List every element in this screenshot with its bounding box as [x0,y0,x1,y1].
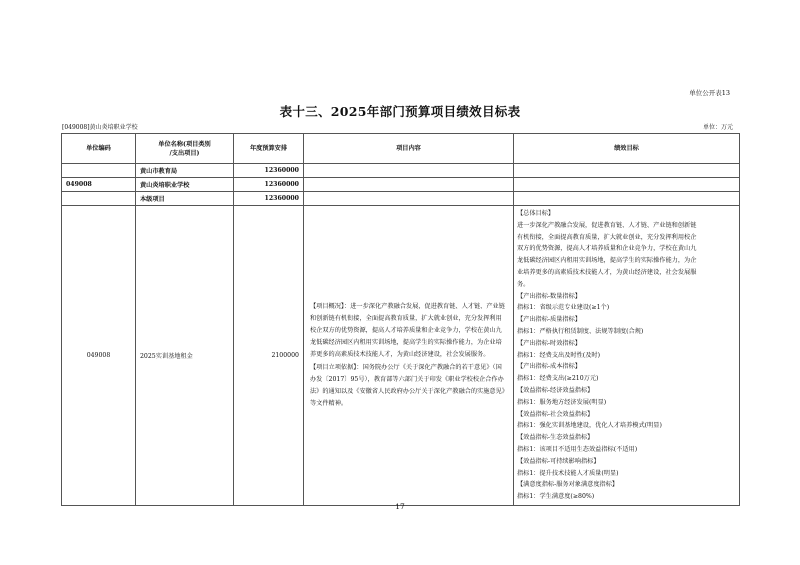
goal-line: 指标1：经费支出(≥210万元) [517,375,599,383]
row-budget-amount: 12360000 [234,164,304,178]
row-unit-name: 本级项目 [136,192,234,206]
row-content-empty [304,192,514,206]
goal-line: 指标1：提升技术技能人才质量(明显) [517,469,619,477]
goal-line: 指标1：严格执行租赁制度、法规等制度(合规) [517,327,644,335]
row-unit-name: 黄山市教育局 [136,164,234,178]
project-basis-text: 【项目立项依据】：国务院办公厅《关于深化产教融合的若干意见》（国办发〔2017〕95号），教育部等六部门关于印发《职业学校校企合作办法》的通知以及《安徽省人民政府办公厅关于深化产教融合的实施意见》等文件精神。 [310,363,505,408]
goal-line: 【产出指标-时效指标】 [517,339,581,347]
goal-line: 有机衔接，全面提高教育质量，扩大就业创业，充分发挥利用校企 [517,233,697,241]
goal-line: 【产出指标-质量指标】 [517,316,581,324]
project-unit-code: 049008 [62,206,136,506]
goal-line: 【效益指标-经济效益指标】 [517,386,594,394]
goal-line: 指标1：服务地方经济发展(明显) [517,398,607,406]
goal-line: 进一步深化产教融合发展，促进教育链、人才链、产业链和创新链 [517,221,697,229]
row-budget-amount: 12360000 [234,178,304,192]
row-unit-code [62,192,136,206]
header-project-content: 项目内容 [304,134,514,164]
header-unit-name-line2: /支出项目) [169,149,200,157]
row-content-empty [304,178,514,192]
table-row [62,192,740,206]
header-unit-name-line1: 单位名称(项目类别 [158,140,211,148]
row-budget-amount: 12360000 [234,192,304,206]
goal-line: 【效益指标-可持续影响指标】 [517,457,600,465]
goal-line: 业培养更多的高素质技术技能人才，为黄山经济建设，社会发展服 [517,268,697,276]
goal-line: 龙低碳经济园区内租用实训场地，提高学生的实际操作能力，为企 [517,257,697,265]
goal-line: 指标1：学生满意度(≥80%) [517,493,595,501]
header-performance-goals: 绩效目标 [514,134,740,164]
goal-line: 务。 [517,280,530,288]
goal-line: 指标1：该项目不适用生态效益指标(不适用) [517,445,638,453]
project-overview-text: 【项目概况】：进一步深化产教融合发展，促进教育链、人才链、产业链和创新链有机衔接，全面提高教育质量，扩大就业创业，充分发挥利用校企双方的优势资源，提高人才培养质量和企业竞争力，学校在黄山九龙低碳经济园区内租用实训场地，提高学生的实际操作能力，为企业培养更多的高素质技术技能人才，为黄山经济建设，社会发展服务。 [310,302,505,359]
table-number-note: 单位公开表13 [689,89,730,97]
goal-line: 【效益指标-社会效益指标】 [517,410,594,418]
table-header-row [62,134,740,164]
row-unit-name: 黄山炎培职业学校 [136,178,234,192]
goal-line: 【产出指标-数量指标】 [517,292,581,300]
page-title: 表十三、2025年部门预算项目绩效目标表 [279,104,521,119]
row-goals-empty [514,192,740,206]
table-row [62,178,740,192]
row-unit-code: 049008 [62,178,136,192]
performance-goals-table [61,133,740,506]
header-annual-budget: 年度预算安排 [234,134,304,164]
row-unit-code [62,164,136,178]
table-row [62,164,740,178]
project-budget-amount: 2100000 [234,206,304,506]
goal-line: 双方的优势资源，提高人才培养质量和企业竞争力，学校在黄山九 [517,245,697,253]
goal-line: 指标1：强化实训基地建设，优化人才培养模式(明显) [517,422,662,430]
header-unit-code: 单位编码 [62,134,136,164]
project-name: 2025实训基地租金 [136,206,234,506]
currency-unit-label: 单位：万元 [702,124,733,131]
goal-line: 【产出指标-成本指标】 [517,363,581,371]
goal-line: 【满意度指标-服务对象满意度指标】 [517,481,619,489]
header-unit-name [136,134,234,164]
goal-line: 指标1：省级示范专业建设(≥1个) [517,304,610,312]
goal-line: 【总体目标】 [517,210,555,217]
project-row [62,206,740,506]
row-content-empty [304,164,514,178]
page-number: 17 [395,502,405,511]
project-performance-goals [514,206,740,506]
organization-label: [049008]黄山炎培职业学校 [62,124,138,131]
project-content [304,206,514,506]
goal-line: 【效益指标-生态效益指标】 [517,434,594,442]
row-goals-empty [514,178,740,192]
goal-line: 指标1：经费支出及时性(及时) [517,351,601,359]
row-goals-empty [514,164,740,178]
